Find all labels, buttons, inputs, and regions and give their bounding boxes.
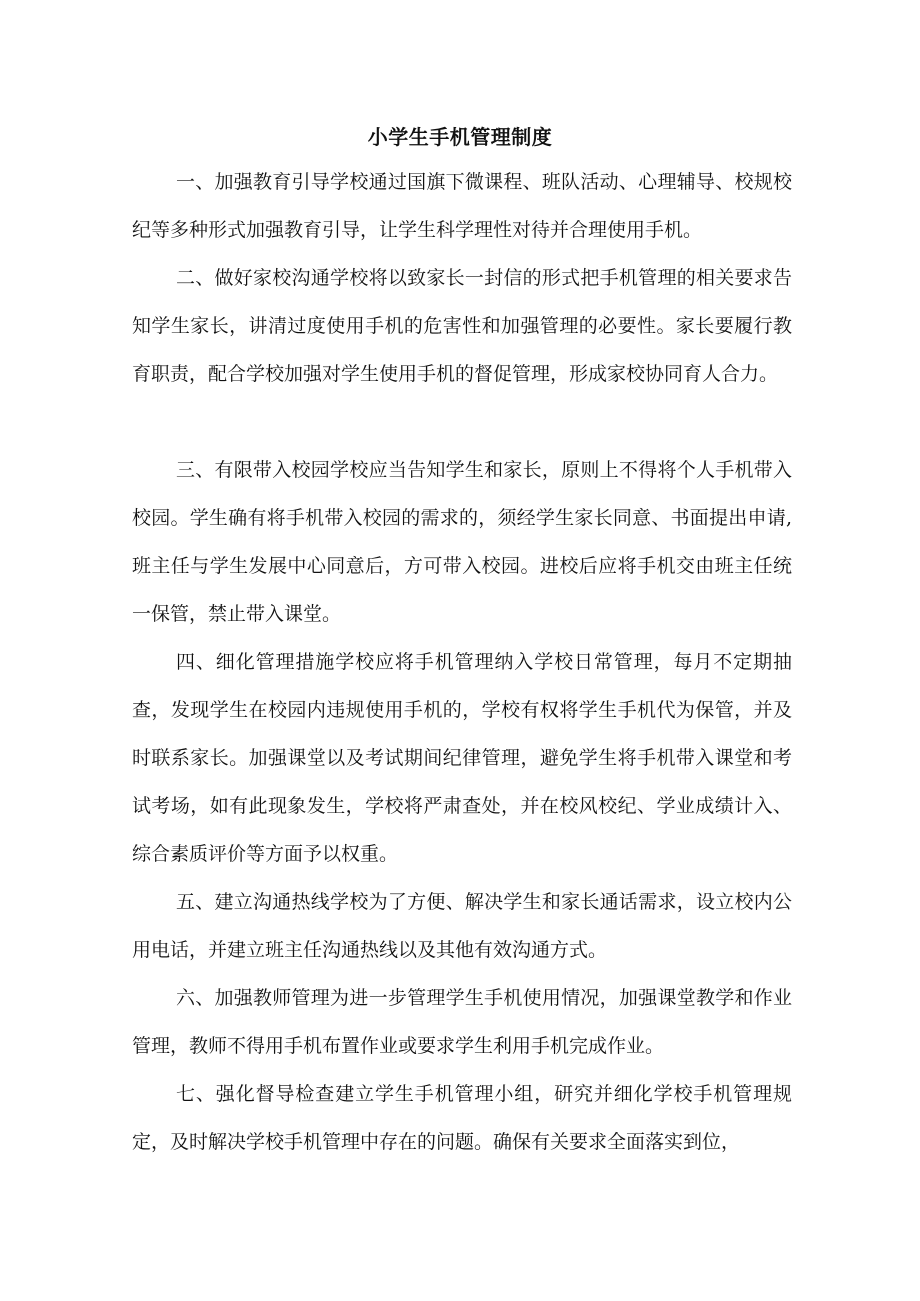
document-title: 小学生手机管理制度 bbox=[367, 125, 553, 149]
paragraph-7: 七、强化督导检查建立学生手机管理小组，研究并细化学校手机管理规定，及时解决学校手机管理中存在的问题。确保有关要求全面落实到位， bbox=[132, 1083, 792, 1153]
paragraph-6: 六、加强教师管理为进一步管理学生手机使用情况，加强课堂教学和作业管理，教师不得用手机布置作业或要求学生利用手机完成作业。 bbox=[132, 987, 792, 1057]
paragraph-1: 一、加强教育引导学校通过国旗下微课程、班队活动、心理辅导、校规校纪等多种形式加强教育引导，让学生科学理性对待并合理使用手机。 bbox=[132, 171, 792, 241]
paragraph-4: 四、细化管理措施学校应将手机管理纳入学校日常管理，每月不定期抽查，发现学生在校园内违规使用手机的，学校有权将学生手机代为保管，并及时联系家长。加强课堂以及考试期间纪律管理，避免学生将手机带入课堂和考试考场，如有此现象发生，学校将严肃查处，并在校风校纪、学业成绩计入、综合素质评价等方面予以权重。 bbox=[132, 651, 792, 865]
paragraph-2: 二、做好家校沟通学校将以致家长一封信的形式把手机管理的相关要求告知学生家长，讲清过度使用手机的危害性和加强管理的必要性。家长要履行教育职责，配合学校加强对学生使用手机的督促管理，形成家校协同育人合力。 bbox=[132, 267, 792, 385]
paragraph-5: 五、建立沟通热线学校为了方便、解决学生和家长通话需求，设立校内公用电话，并建立班主任沟通热线以及其他有效沟通方式。 bbox=[132, 891, 792, 961]
paragraph-3: 三、有限带入校园学校应当告知学生和家长，原则上不得将个人手机带入校园。学生确有将手机带入校园的需求的，须经学生家长同意、书面提出申请,班主任与学生发展中心同意后，方可带入校园。进校后应将手机交由班主任统一保管，禁止带入课堂。 bbox=[132, 459, 792, 625]
